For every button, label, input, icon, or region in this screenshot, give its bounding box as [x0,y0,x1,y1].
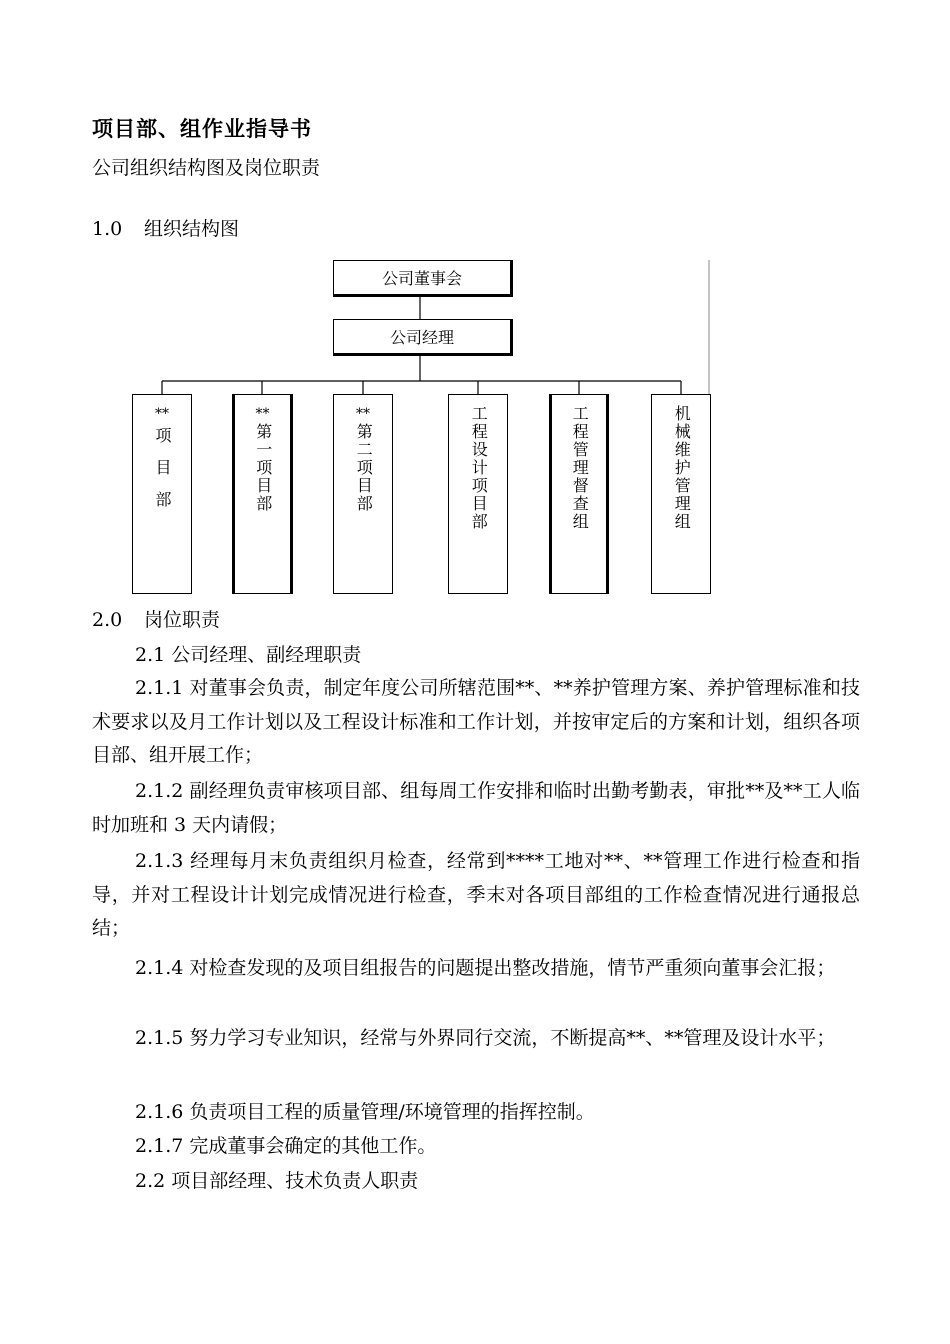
org-node-manager: 公司经理 [333,319,513,356]
section-number: 2.0 [92,609,123,631]
org-unit-label: 第一项目部 [253,423,273,513]
org-unit-label: 项目部 [153,427,172,523]
org-unit-label: 第二项目部 [354,423,374,513]
org-node-unit-5 [549,394,609,594]
org-node-unit-3 [333,394,393,594]
page-title: 项目部、组作业指导书 [92,117,312,141]
org-unit-label: 工程设计项目部 [469,405,489,531]
org-unit-stars: ** [155,406,169,422]
item-2-1-4: 2.1.4 对检查发现的及项目组报告的问题提出整改措施，情节严重须向董事会汇报； [135,957,836,979]
org-node-unit-4 [448,394,508,594]
section-label: 岗位职责 [144,609,221,631]
org-unit-label: 机械维护管理组 [672,405,692,531]
org-unit-stars: ** [356,406,370,422]
org-unit-label: 工程管理督查组 [570,405,590,531]
subsection-2-2: 2.2 项目部经理、技术负责人职责 [135,1170,419,1192]
org-node-unit-6 [651,394,711,594]
section-heading-2 [92,605,220,632]
org-unit-stars: ** [255,406,270,422]
section-label: 组织结构图 [144,218,240,240]
item-2-1-2: 2.1.2 副经理负责审核项目部、组每周工作安排和临时出勤考勤表，审批**及**工人临时加班和 3 天内请假； [92,780,860,836]
org-node-unit-1 [132,394,192,594]
org-node-board: 公司董事会 [333,260,513,297]
section-heading-1 [92,214,239,241]
org-node-unit-2 [232,394,293,594]
item-2-1-6: 2.1.6 负责项目工程的质量管理/环境管理的指挥控制。 [135,1101,595,1123]
item-2-1-1: 2.1.1 对董事会负责，制定年度公司所辖范围**、**养护管理方案、养护管理标准和技术要求以及月工作计划以及工程设计标准和工作计划，并按审定后的方案和计划，组织各项目部、组开展工作； [92,677,860,766]
item-2-1-7: 2.1.7 完成董事会确定的其他工作。 [135,1135,437,1157]
item-2-1-3: 2.1.3 经理每月末负责组织月检查，经常到****工地对**、**管理工作进行检查和指导，并对工程设计计划完成情况进行检查，季末对各项目部组的工作检查情况进行通报总结； [92,850,860,939]
page-subtitle: 公司组织结构图及岗位职责 [92,157,321,179]
subsection-2-1: 2.1 公司经理、副经理职责 [135,644,362,666]
item-2-1-5: 2.1.5 努力学习专业知识，经常与外界同行交流，不断提高**、**管理及设计水平； [135,1027,836,1049]
section-number: 1.0 [92,218,123,240]
